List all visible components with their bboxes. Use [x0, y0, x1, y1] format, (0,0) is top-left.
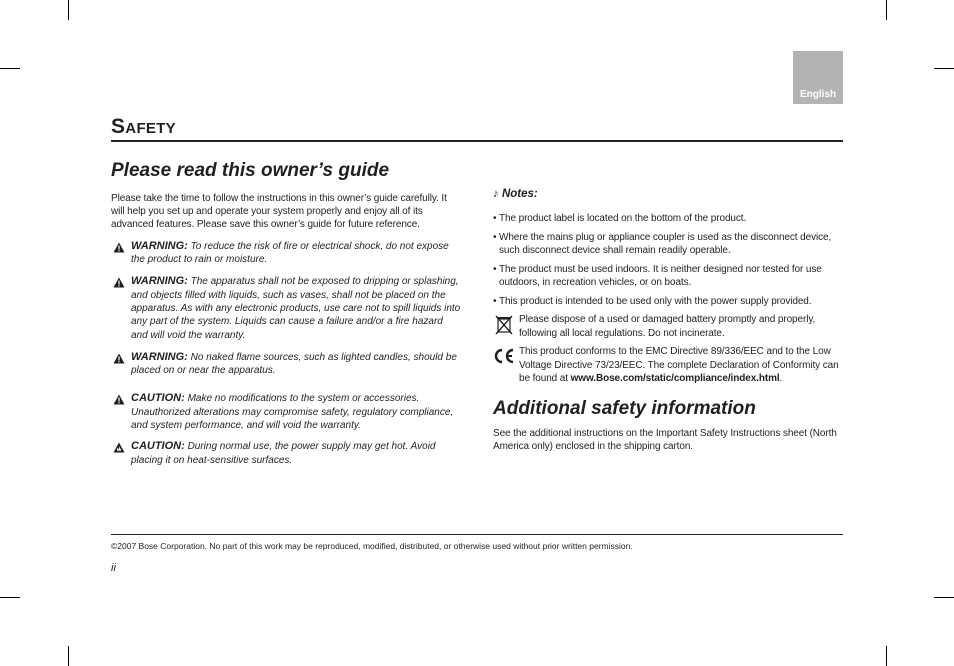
title-divider	[111, 140, 843, 142]
music-note-icon: ♪	[493, 188, 502, 200]
bullet-icon: •	[493, 295, 497, 307]
warning-item	[111, 240, 461, 267]
footer-divider	[111, 534, 843, 535]
ce-conformity-end: .	[779, 373, 783, 384]
language-tab-label: English	[799, 89, 837, 100]
crop-mark	[68, 0, 69, 20]
caution-item	[111, 392, 461, 432]
crop-mark	[886, 0, 887, 20]
right-column	[493, 188, 845, 453]
owners-guide-heading: Please read this owner’s guide	[111, 160, 390, 181]
caution-triangle-icon	[113, 394, 125, 405]
warning-item	[111, 351, 461, 378]
warning-triangle-icon	[113, 277, 125, 288]
note-item	[493, 263, 845, 290]
caution-text: Make no modifications to the system or accessories. Unauthorized alterations may compromise safety, regulatory compliance, and system performance, and will void the warranty.	[131, 393, 454, 432]
notes-heading-label: Notes:	[501, 188, 538, 200]
compliance-link[interactable]: www.Bose.com/static/compliance/index.html	[570, 373, 780, 384]
note-item	[493, 231, 845, 258]
warning-label: WARNING:	[131, 350, 188, 363]
page-number: ii	[111, 562, 116, 574]
note-text: This product is intended to be used only with the power supply provided.	[499, 295, 812, 307]
note-item	[493, 212, 845, 226]
crop-mark	[0, 68, 20, 69]
warning-triangle-icon	[113, 353, 125, 364]
caution-label: CAUTION:	[131, 440, 185, 453]
additional-safety-heading: Additional safety information	[493, 397, 756, 419]
note-item	[493, 295, 845, 309]
hot-surface-triangle-icon	[113, 442, 125, 453]
crop-mark	[886, 646, 887, 666]
copyright-notice: ©2007 Bose Corporation. No part of this work may be reproduced, modified, distributed, or otherwise used without prior written permission.	[111, 541, 633, 551]
crop-mark	[0, 597, 20, 598]
ce-conformity-text: This product conforms to the EMC Directive 89/336/EEC and to the Low Voltage Directive 73/23/EEC. The complete Declaration of Conformity can be found at	[519, 346, 839, 384]
warning-triangle-icon	[113, 242, 125, 253]
section-title: Safety	[111, 115, 176, 138]
warning-label: WARNING:	[131, 275, 188, 288]
crop-mark	[934, 597, 954, 598]
bullet-icon: •	[493, 231, 497, 243]
intro-paragraph: Please take the time to follow the instructions in this owner’s guide carefully. It will help you set up and operate your system properly and enjoy all of its advanced features. Please save this owner’s guide for future reference.	[111, 192, 447, 230]
note-text: Where the mains plug or appliance coupler is used as the disconnect device, such disconnect device shall remain readily operable.	[499, 231, 832, 256]
caution-text: During normal use, the power supply may get hot. Avoid placing it on heat-sensitive surfaces.	[131, 441, 436, 466]
warning-text: To reduce the risk of fire or electrical shock, do not expose the product to rain or moisture.	[131, 240, 449, 266]
crossed-bin-icon	[495, 315, 513, 335]
notes-heading	[493, 188, 845, 200]
ce-mark-icon	[493, 348, 515, 364]
crop-mark	[68, 646, 69, 666]
warning-label: WARNING:	[131, 239, 188, 252]
warning-text: No naked flame sources, such as lighted candles, should be placed on or near the apparatus.	[131, 351, 457, 377]
bullet-icon: •	[493, 213, 497, 224]
language-tab	[793, 51, 843, 104]
left-column	[111, 160, 461, 467]
battery-disposal-text: Please dispose of a used or damaged battery promptly and properly, following all local regulations. Do not incinerate.	[519, 314, 816, 339]
additional-safety-text: See the additional instructions on the Important Safety Instructions sheet (North America only) enclosed in the shipping carton.	[493, 428, 837, 453]
warning-text: The apparatus shall not be exposed to dripping or splashing, and objects filled with liquids, such as vases, shall not be placed on the apparatus. As with any electronic products, use care not to spill liquids into any part of the system. Liquids can cause a failure and/or a fire hazard and will void the warranty.	[131, 276, 461, 341]
note-text: The product must be used indoors. It is neither designed nor tested for use outdoors, in recreation vehicles, or on boats.	[499, 263, 822, 288]
bullet-icon: •	[493, 263, 497, 275]
crop-mark	[934, 68, 954, 69]
battery-disposal-note	[493, 313, 845, 340]
caution-item	[111, 440, 461, 467]
note-text: The product label is located on the bottom of the product.	[499, 213, 747, 224]
ce-conformity-note	[493, 345, 845, 386]
caution-label: CAUTION:	[131, 392, 185, 405]
warning-item	[111, 275, 461, 341]
